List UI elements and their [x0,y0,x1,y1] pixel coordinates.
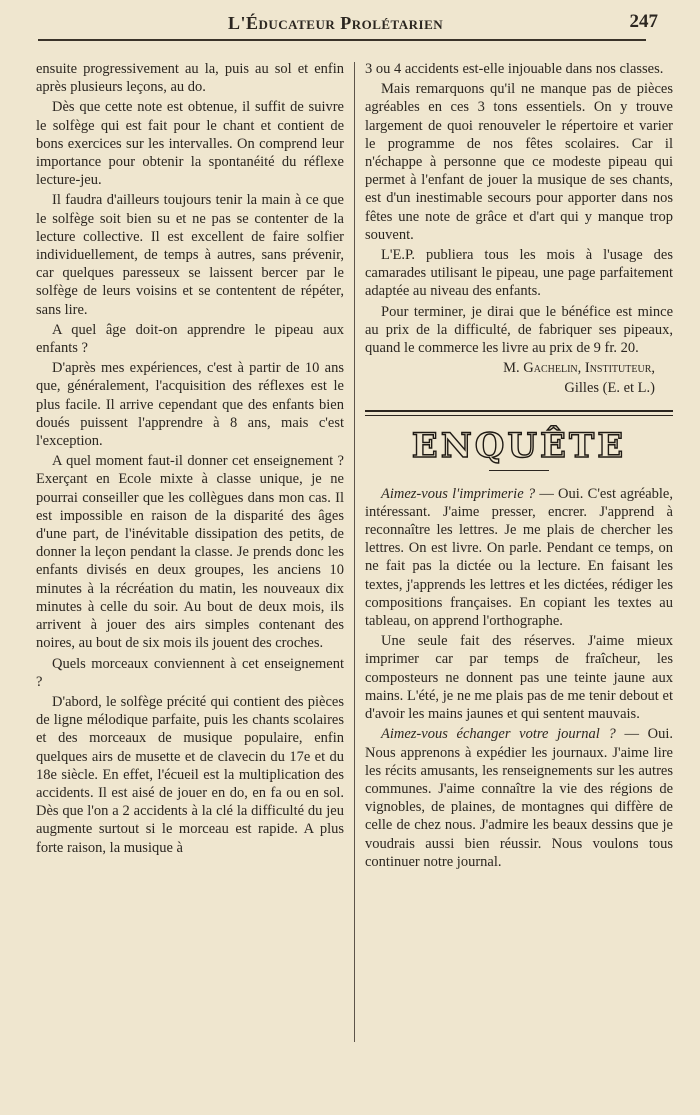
paragraph: Pour terminer, je dirai que le bénéfice est mince au prix de la difficulté, de fabriquer ses pipeaux, quand le commerce les livre au prix de 9 fr. 20. [365,303,673,357]
enquete-question: Aimez-vous l'imprimerie ? [381,485,536,502]
left-column [36,60,344,859]
column-divider [354,62,355,1042]
paragraph: ensuite progressivement au la, puis au sol et enfin après plusieurs leçons, au do. [36,61,344,96]
signature-name: M. Gachelin, Instituteur, [503,360,655,377]
enquete-answer: — Oui. C'est agréable, intéressant. J'aime presser, encrer. J'apprend à reconnaître les lettres. Je me plais de chercher les lettres. On est livre. On parle. Pendant ce temps, on ne fait pas la dictée ou la lecture. En faisant les textes, j'apprends les lettres et les dictées, rédiger les compositions françaises. En copiant les textes au tableau, on apprend l'orthographe. [365,485,673,630]
running-title: L'Éducateur Prolétarien [228,13,444,33]
paragraph: 3 ou 4 accidents est-elle injouable dans nos classes. [365,61,664,77]
section-separator [365,410,673,416]
enquete-paragraph [365,485,673,631]
header-rule [38,39,646,41]
right-column [365,60,673,873]
paragraph: Mais remarquons qu'il ne manque pas de pièces agréables en ces 3 tons essentiels. On y trouve largement de quoi renouveler le répertoire et varier le programme de nos fêtes scolaires. Car il n'échappe à personne que ce modeste pipeau qui permet à l'enfant de jouer la musique de ses chants, est d'un inestimable secours pour apporter dans nos fêtes une note de grâce et d'art qui y manque trop souvent. [365,81,673,243]
paragraph: Il faudra d'ailleurs toujours tenir la main à ce que le solfège soit bien su et ne pas se contenter de la lecture collective. Il est excellent de faire solfier individuellement, de temps à autres, sans prévenir, car quelques paresseux se laissent bercer par le solfège de leurs voisins et se contentent de répéter, sans lire. [36,192,344,318]
title-underline [489,470,549,471]
author-signature [365,359,673,377]
paragraph: L'E.P. publiera tous les mois à l'usage des camarades utilisant le pipeau, une page parfaitement adaptée au niveau des enfants. [365,247,673,300]
question-heading: A quel âge doit-on apprendre le pipeau aux enfants ? [36,321,344,357]
question-heading: Quels morceaux conviennent à cet enseignement ? [36,655,344,690]
enquete-question: Aimez-vous échanger votre journal ? [381,726,616,743]
enquete-paragraph: Une seule fait des réserves. J'aime mieux imprimer car par temps de fraîcheur, les composteurs ne donnent pas une teinte jaune aux mains. L'été, je ne me plais pas de me tenir debout et d'avoir les mains jaunes et qui sentent mauvais. [365,633,673,723]
paragraph: D'abord, le solfège précité qui contient des pièces de ligne mélodique parfaite, puis les chants scolaires et des morceaux de musique populaire, enfin quelques airs de musette et de clavecin du 17e et du 18e siècle. En effet, l'écueil est la multiplication des accidents. Il est aisé de jouer en do, en fa ou en sol. Dès que l'on a 2 accidents à la clé la difficulté du jeu augmente surtout si le morceau est rapide. A plus forte raison, la musique à [36,693,344,856]
page-header [36,10,668,36]
paragraph: Dès que cette note est obtenue, il suffit de suivre le solfège qui est fait pour le chant et contient de bons exercices sur les intervalles. On comprend leur importance pour obtenir la spontanéité du réflexe lecture-jeu. [36,99,344,189]
paragraph: D'après mes expériences, c'est à partir de 10 ans que, généralement, l'acquisition des réflexes est le plus facile. Il arrive cependant que des enfants bien doués puissent l'apprendre à 8 ans, mais c'est l'exception. [36,360,344,450]
section-title: ENQUÊTE [411,425,627,466]
enquete-paragraph [365,725,673,871]
author-location: Gilles (E. et L.) [564,380,655,397]
page-number: 247 [629,11,658,32]
paragraph: A quel moment faut-il donner cet enseignement ? Exerçant en Ecole mixte à classe unique, je ne pourrai conseiller que les collègues dans mon cas. Il est impossible en raison de la disparité des âges d'une part, de l'inévitable dissipation des petits, de donner la leçon pendant la classe. Je prends donc les enfants divisés en deux groupes, les anciens 10 minutes à la récréation du matin, les nouveaux dix minutes à celle du soir. Au bout de deux mois, ils arrivent à jouer des airs simples contenant des noires, au bout de six mois ils jouent des croches. [36,453,344,652]
enquete-answer: — Oui. Nous apprenons à expédier les journaux. J'aime lire les récits amusants, les renseignements sur les autres communes. J'aime connaître la vie des régions de vignobles, de plaines, de montagnes qui diffère de celle de chez nous. J'admire les beaux dessins que je voudrais aussi bien réussir. Nous voulons tous continuer notre journal. [365,726,673,870]
